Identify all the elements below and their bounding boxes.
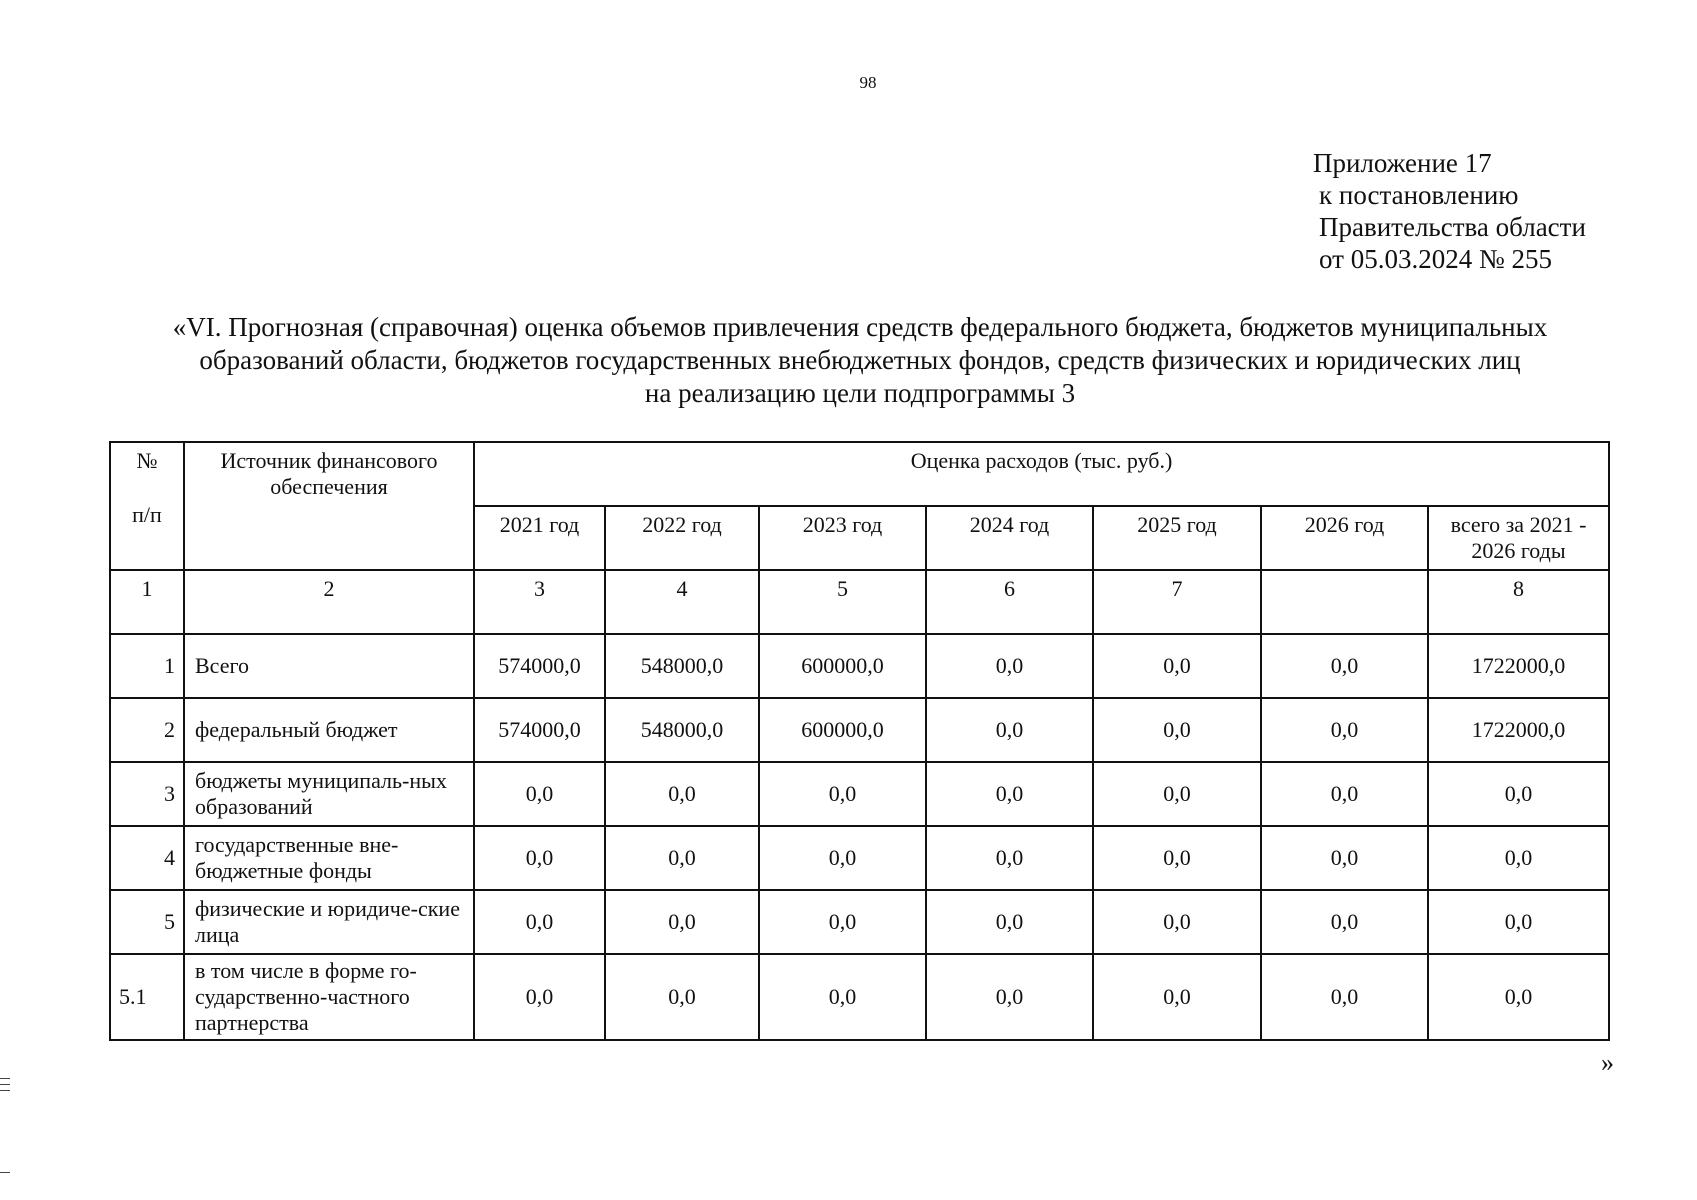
- value-cell: 0,0: [474, 762, 605, 826]
- appendix-line-3: Правительства области: [1319, 212, 1586, 242]
- value-cell: 0,0: [1428, 890, 1609, 954]
- index-cell: 5: [759, 570, 926, 634]
- index-cell: 3: [474, 570, 605, 634]
- header-year-2022: 2022 год: [605, 506, 759, 570]
- document-title: [110, 311, 1610, 410]
- value-cell: 0,0: [1093, 954, 1261, 1040]
- header-num-pp: п/п: [132, 502, 162, 527]
- value-cell: 1722000,0: [1428, 634, 1609, 698]
- value-cell: 548000,0: [605, 698, 759, 762]
- header-source: Источник финансового обеспечения: [184, 442, 474, 570]
- value-cell: 0,0: [926, 826, 1093, 890]
- value-cell: 0,0: [474, 890, 605, 954]
- value-cell: 0,0: [926, 762, 1093, 826]
- financing-table: [109, 441, 1610, 1041]
- row-num: 4: [110, 826, 184, 890]
- appendix-block: [1313, 147, 1586, 275]
- value-cell: 0,0: [605, 890, 759, 954]
- value-cell: 0,0: [1093, 634, 1261, 698]
- value-cell: 600000,0: [759, 634, 926, 698]
- value-cell: 0,0: [1093, 890, 1261, 954]
- index-cell: 1: [110, 570, 184, 634]
- appendix-line-1: Приложение 17: [1313, 148, 1492, 178]
- table-row: [110, 954, 1609, 1040]
- value-cell: 0,0: [1261, 762, 1428, 826]
- title-line-2: образований области, бюджетов государственных внебюджетных фондов, средств физических и юридических лиц: [199, 345, 1521, 375]
- row-source: бюджеты муниципаль-ных образований: [184, 762, 474, 826]
- index-cell: 6: [926, 570, 1093, 634]
- value-cell: 0,0: [759, 954, 926, 1040]
- title-line-3: на реализацию цели подпрограммы 3: [644, 378, 1076, 408]
- value-cell: 0,0: [605, 762, 759, 826]
- row-source: федеральный бюджет: [184, 698, 474, 762]
- row-num: 3: [110, 762, 184, 826]
- value-cell: 0,0: [1428, 762, 1609, 826]
- appendix-line-4: от 05.03.2024 № 255: [1319, 244, 1552, 274]
- header-row-1: [110, 442, 1609, 506]
- value-cell: 1722000,0: [1428, 698, 1609, 762]
- value-cell: 0,0: [926, 954, 1093, 1040]
- value-cell: 574000,0: [474, 634, 605, 698]
- margin-mark: [0, 1078, 10, 1079]
- value-cell: 548000,0: [605, 634, 759, 698]
- value-cell: 0,0: [1261, 634, 1428, 698]
- value-cell: 0,0: [926, 698, 1093, 762]
- table-row: [110, 890, 1609, 954]
- index-cell: 7: [1093, 570, 1261, 634]
- table-row: [110, 634, 1609, 698]
- closing-quote: »: [1601, 1048, 1614, 1077]
- value-cell: 0,0: [1093, 698, 1261, 762]
- value-cell: 0,0: [926, 890, 1093, 954]
- value-cell: 574000,0: [474, 698, 605, 762]
- row-num: 5.1: [110, 954, 184, 1040]
- margin-mark: [0, 1172, 10, 1173]
- value-cell: 0,0: [605, 954, 759, 1040]
- value-cell: 0,0: [474, 954, 605, 1040]
- value-cell: 0,0: [474, 826, 605, 890]
- value-cell: 600000,0: [759, 698, 926, 762]
- table-row: [110, 826, 1609, 890]
- header-year-2024: 2024 год: [926, 506, 1093, 570]
- index-cell: 4: [605, 570, 759, 634]
- value-cell: 0,0: [759, 762, 926, 826]
- value-cell: 0,0: [1428, 826, 1609, 890]
- row-source: физические и юридиче-ские лица: [184, 890, 474, 954]
- value-cell: 0,0: [759, 826, 926, 890]
- row-num: 2: [110, 698, 184, 762]
- index-cell: 2: [184, 570, 474, 634]
- header-total: всего за 2021 - 2026 годы: [1428, 506, 1609, 570]
- appendix-line-2: к постановлению: [1319, 180, 1519, 210]
- value-cell: 0,0: [759, 890, 926, 954]
- value-cell: 0,0: [1261, 954, 1428, 1040]
- table-row: [110, 762, 1609, 826]
- title-line-1: «VI. Прогнозная (справочная) оценка объемов привлечения средств федерального бюджета, бюджетов муниципальных: [172, 312, 1548, 342]
- header-year-2023: 2023 год: [759, 506, 926, 570]
- value-cell: 0,0: [926, 634, 1093, 698]
- header-num-sign: №: [136, 448, 158, 473]
- header-year-2026: 2026 год: [1261, 506, 1428, 570]
- value-cell: 0,0: [1261, 698, 1428, 762]
- row-source: в том числе в форме го-сударственно-частного партнерства: [184, 954, 474, 1040]
- value-cell: 0,0: [605, 826, 759, 890]
- index-cell: [1261, 570, 1428, 634]
- index-row: [110, 570, 1609, 634]
- header-year-2021: 2021 год: [474, 506, 605, 570]
- value-cell: 0,0: [1093, 762, 1261, 826]
- row-source: государственные вне-бюджетные фонды: [184, 826, 474, 890]
- page-number: 98: [859, 73, 877, 92]
- index-cell: 8: [1428, 570, 1609, 634]
- row-num: 5: [110, 890, 184, 954]
- margin-mark: [0, 1084, 10, 1085]
- header-year-2025: 2025 год: [1093, 506, 1261, 570]
- value-cell: 0,0: [1093, 826, 1261, 890]
- value-cell: 0,0: [1428, 954, 1609, 1040]
- header-num-cell: [110, 442, 184, 570]
- value-cell: 0,0: [1261, 826, 1428, 890]
- row-num: 1: [110, 634, 184, 698]
- margin-mark: [0, 1090, 10, 1091]
- header-estimate: Оценка расходов (тыс. руб.): [474, 442, 1609, 506]
- value-cell: 0,0: [1261, 890, 1428, 954]
- table-row: [110, 698, 1609, 762]
- row-source: Всего: [184, 634, 474, 698]
